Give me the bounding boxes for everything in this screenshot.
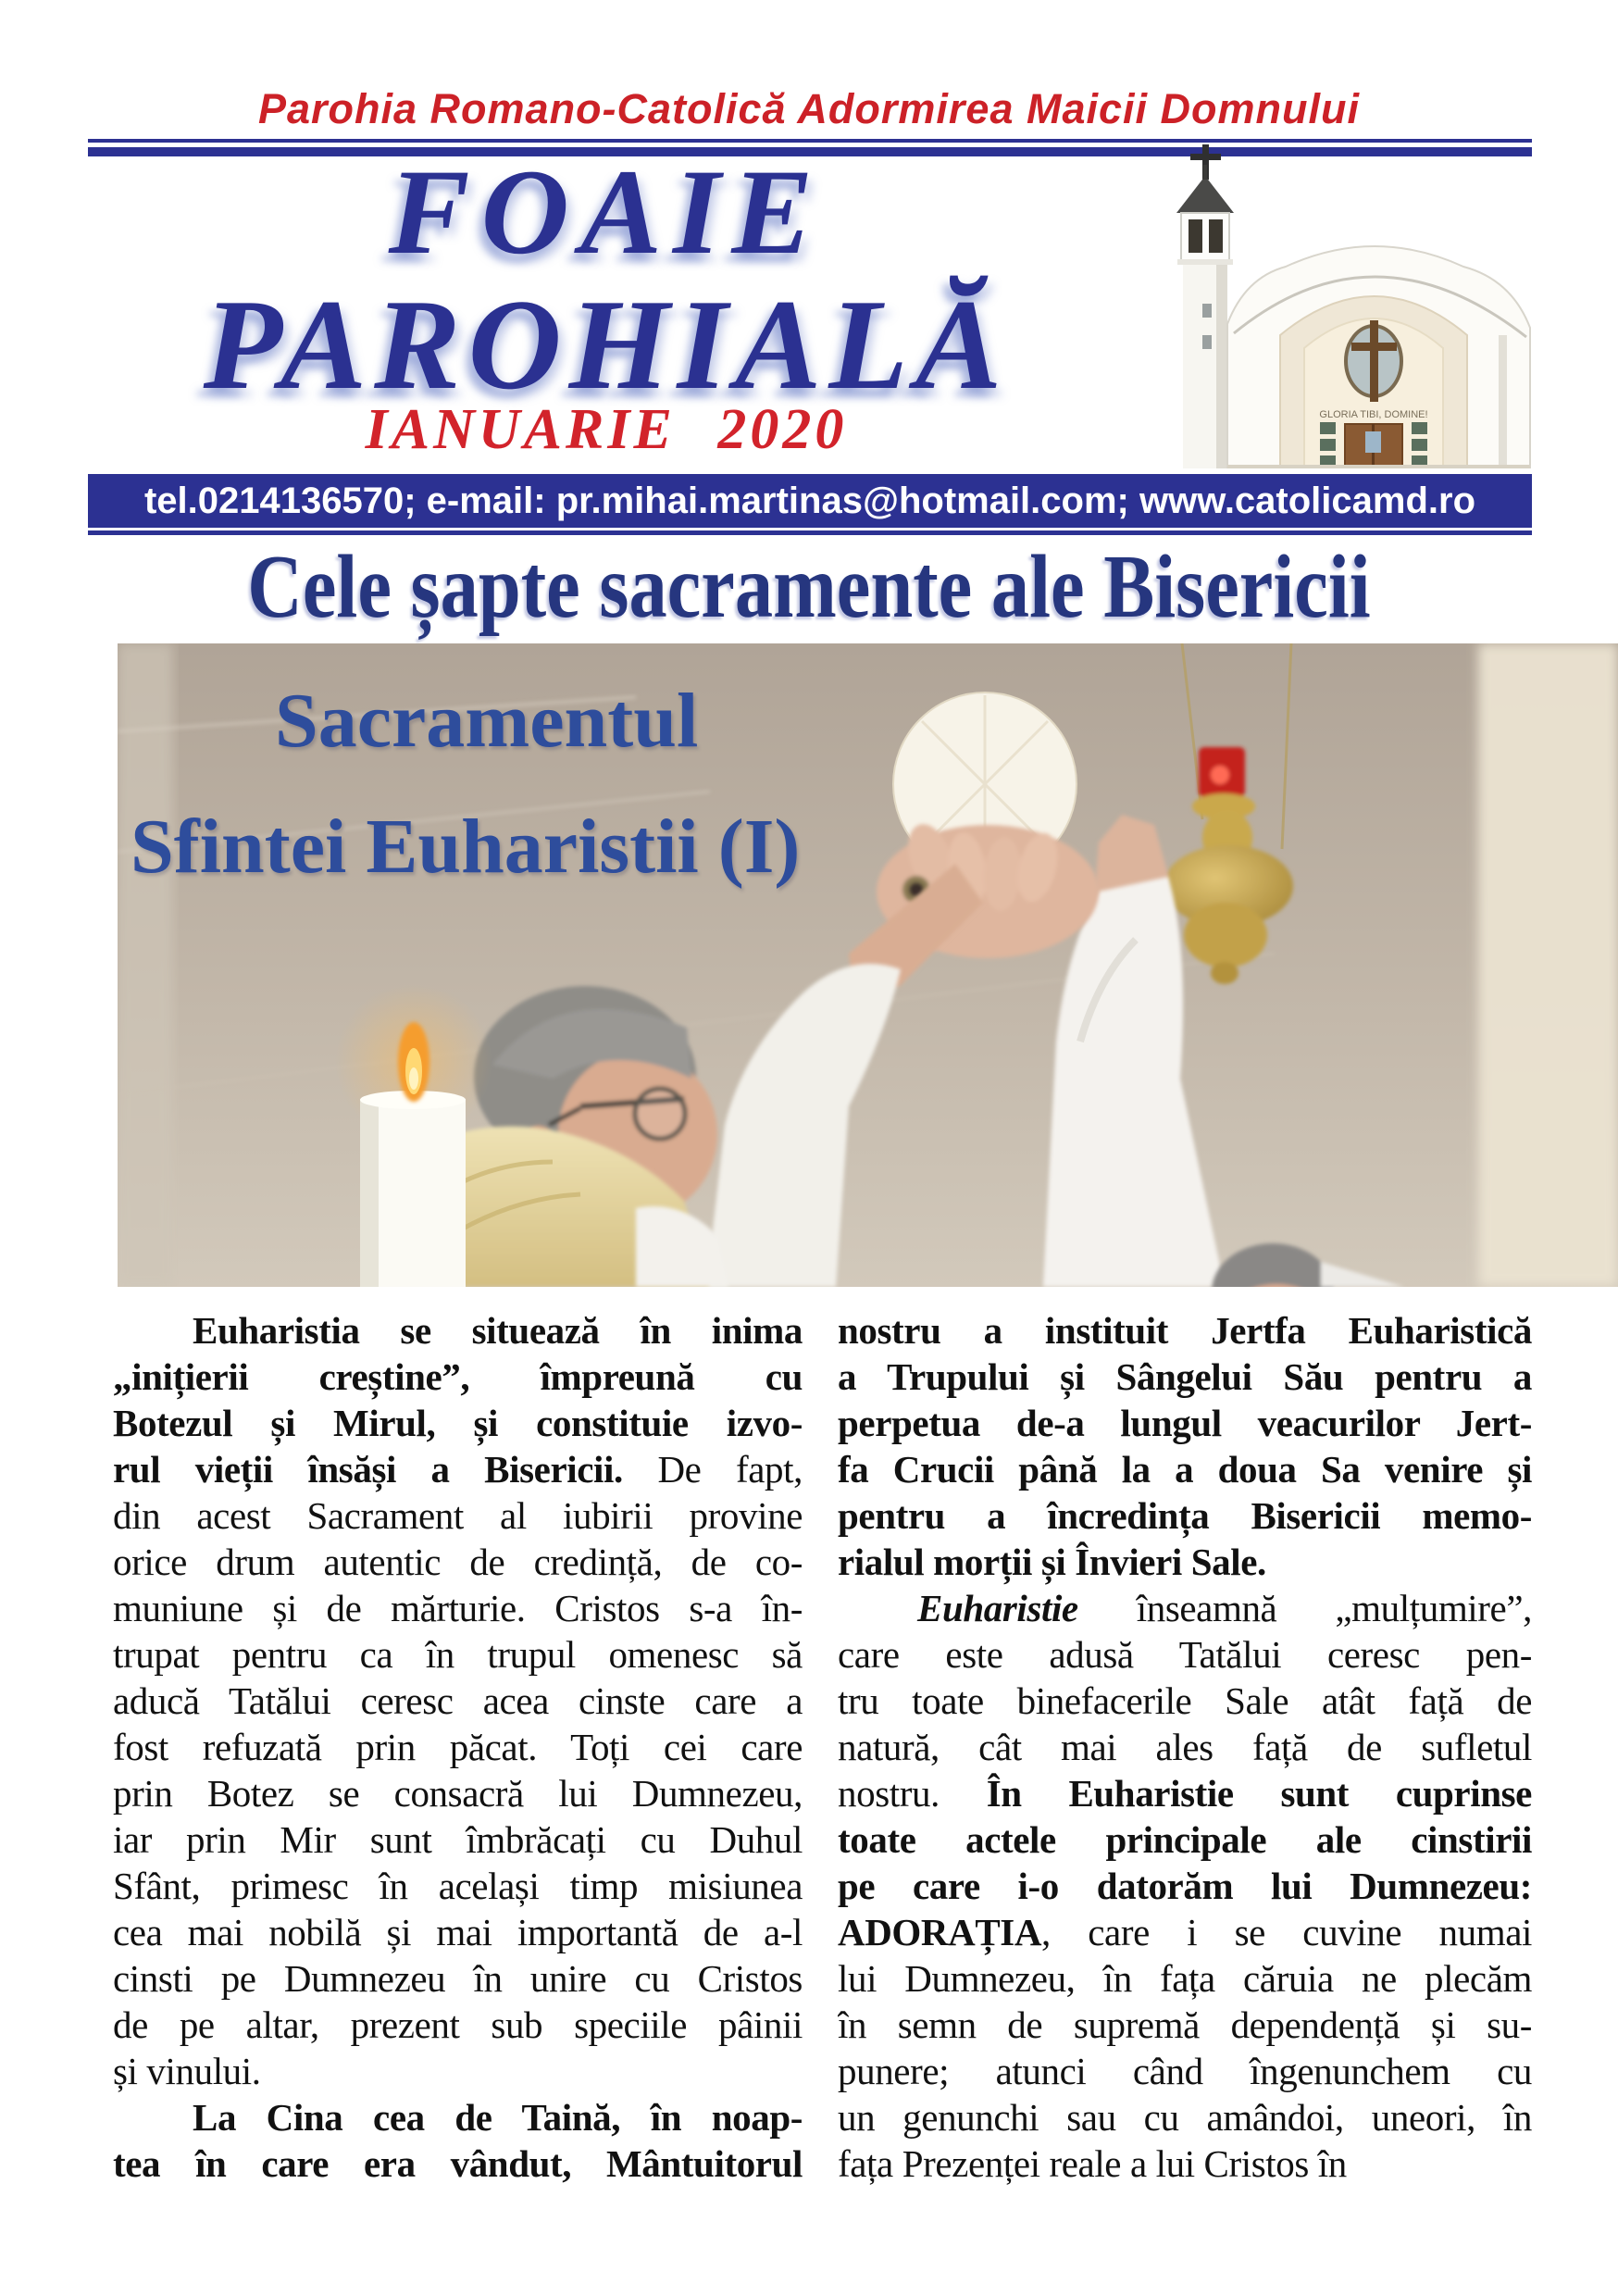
article-column-right (838, 1307, 1532, 2187)
text-run: în semn de supremă dependență și su- (838, 2003, 1532, 2046)
text-run: „inițierii creștine”, împreună cu (113, 1355, 803, 1398)
text-run: prin Botez se consacră lui Dumnezeu, (113, 1772, 803, 1815)
text-run: perpetua de-a lungul veacurilor Jert- (838, 1402, 1532, 1444)
text-run: care este adusă Tatălui ceresc pen- (838, 1633, 1532, 1676)
text-run: pe care i-o datorăm lui Dumnezeu: (838, 1865, 1532, 1907)
church-illustration (1123, 139, 1537, 468)
text-line (838, 1770, 1532, 1816)
wall-light-column (1478, 643, 1618, 1287)
text-run: Euharistie (917, 1587, 1078, 1629)
facade-cross-icon (1370, 320, 1378, 402)
text-line (113, 1539, 803, 1585)
photo-headline-line2: Sfintei Euharistii (I) (131, 804, 801, 890)
church-photo (1123, 139, 1537, 468)
text-run: tea în care era vândut, Mântuitorul (113, 2142, 803, 2185)
contact-bar (88, 474, 1532, 528)
text-line (113, 1770, 803, 1816)
text-line (838, 1585, 1532, 1631)
text-line (113, 1446, 803, 1492)
text-run: și vinului. (113, 2050, 261, 2092)
text-line (113, 1400, 803, 1446)
text-run: de pe altar, prezent sub speciile pâinii (113, 2003, 803, 2046)
text-run: fața Prezenței reale a lui Cristos în (838, 2142, 1347, 2185)
text-line (113, 1816, 803, 1863)
text-run: un genunchi sau cu amândoi, uneori, în (838, 2096, 1532, 2139)
text-run: iar prin Mir sunt îmbrăcați cu Duhul (113, 1818, 803, 1861)
article-column-left (113, 1307, 803, 2187)
text-run: În Euharistie sunt cuprinse (986, 1772, 1532, 1815)
text-line (838, 1724, 1532, 1770)
text-line (838, 1816, 1532, 1863)
contact-info: tel.0214136570; e-mail: pr.mihai.martinas@hotmail.com; www.catolicamd.ro (143, 480, 1476, 521)
text-line (113, 1307, 803, 1354)
text-run: De fapt, (657, 1448, 803, 1491)
text-run: ADORAȚIA (838, 1911, 1042, 1953)
issue-date: IANUARIE 2020 (365, 398, 848, 461)
masthead-title-line2: PAROHIALĂ (203, 273, 1010, 417)
text-line (113, 1724, 803, 1770)
text-run: , care i se cuvine numai (1041, 1911, 1532, 1953)
text-line (838, 1955, 1532, 2002)
text-line (113, 1492, 803, 1539)
text-line (838, 2140, 1532, 2187)
text-run: pentru a încredința Bisericii memo- (838, 1494, 1532, 1537)
text-line (838, 2048, 1532, 2094)
text-line (838, 1446, 1532, 1492)
text-run: trupat pentru ca în trupul omenesc să (113, 1633, 803, 1676)
text-line (113, 2002, 803, 2048)
text-run: natură, cât mai ales față de sufletul (838, 1726, 1532, 1768)
text-line (838, 1354, 1532, 1400)
text-line (113, 1631, 803, 1678)
text-run: toate actele principale ale cinstirii (838, 1818, 1532, 1861)
text-line (113, 1354, 803, 1400)
text-line (838, 1678, 1532, 1724)
text-line (838, 1492, 1532, 1539)
text-run: La Cina cea de Taină, în noap- (193, 2096, 803, 2139)
masthead (88, 139, 1125, 472)
page-title: Cele șapte sacramente ale Bisericii (247, 537, 1371, 636)
contact-bar-underline (88, 530, 1532, 535)
text-run: înseamnă „mulțumire”, (1077, 1587, 1532, 1629)
text-line (838, 1539, 1532, 1585)
text-run: Sfânt, primesc în același timp misiunea (113, 1865, 803, 1907)
church-inscription: GLORIA TIBI, DOMINE! (1319, 409, 1428, 420)
text-run: lui Dumnezeu, în fața căruia ne plecăm (838, 1957, 1532, 2000)
text-run: a Trupului și Sângelui Său pentru a (838, 1355, 1532, 1398)
text-line (838, 1863, 1532, 1909)
text-line (838, 1400, 1532, 1446)
text-line (838, 2002, 1532, 2048)
text-line (113, 1909, 803, 1955)
text-run: cea mai nobilă și mai importantă de a-l (113, 1911, 803, 1953)
text-line (113, 1955, 803, 2002)
text-run: muniune și de mărturie. Cristos s-a în- (113, 1587, 803, 1629)
mass-photo (118, 643, 1618, 1287)
text-line (838, 1909, 1532, 1955)
text-line (113, 2048, 803, 2094)
text-run: cinsti pe Dumnezeu în unire cu Cristos (113, 1957, 803, 2000)
text-run: nostru a instituit Jertfa Euharistică (838, 1309, 1532, 1352)
text-line (838, 1631, 1532, 1678)
text-line (113, 2094, 803, 2140)
text-line (838, 1307, 1532, 1354)
text-line (838, 2094, 1532, 2140)
text-run: fa Crucii până la a doua Sa venire și (838, 1448, 1532, 1491)
text-run: rialul morții și Învieri Sale. (838, 1541, 1266, 1583)
text-run: Botezul și Mirul, și constituie izvo- (113, 1402, 803, 1444)
text-run: tru toate binefacerile Sale atât față de (838, 1679, 1532, 1722)
text-run: aducă Tatălui ceresc acea cinste care a (113, 1679, 803, 1722)
text-line (113, 2140, 803, 2187)
photo-headline-line1: Sacramentul (275, 678, 699, 764)
text-run: fost refuzată prin păcat. Toți cei care (113, 1726, 803, 1768)
text-line (113, 1678, 803, 1724)
masthead-title-line1: FOAIE (388, 144, 825, 280)
text-run: punere; atunci când îngenunchem cu (838, 2050, 1532, 2092)
text-run: Euharistia se situează în inima (193, 1309, 803, 1352)
text-line (113, 1863, 803, 1909)
parish-name-header: Parohia Romano-Catolică Adormirea Maicii Domnului (257, 85, 1361, 132)
text-run: din acest Sacrament al iubirii provine (113, 1494, 803, 1537)
text-run: orice drum autentic de credință, de co- (113, 1541, 803, 1583)
text-line (113, 1585, 803, 1631)
text-run: rul vieții însăși a Bisericii. (113, 1448, 658, 1491)
text-run: nostru. (838, 1772, 987, 1815)
